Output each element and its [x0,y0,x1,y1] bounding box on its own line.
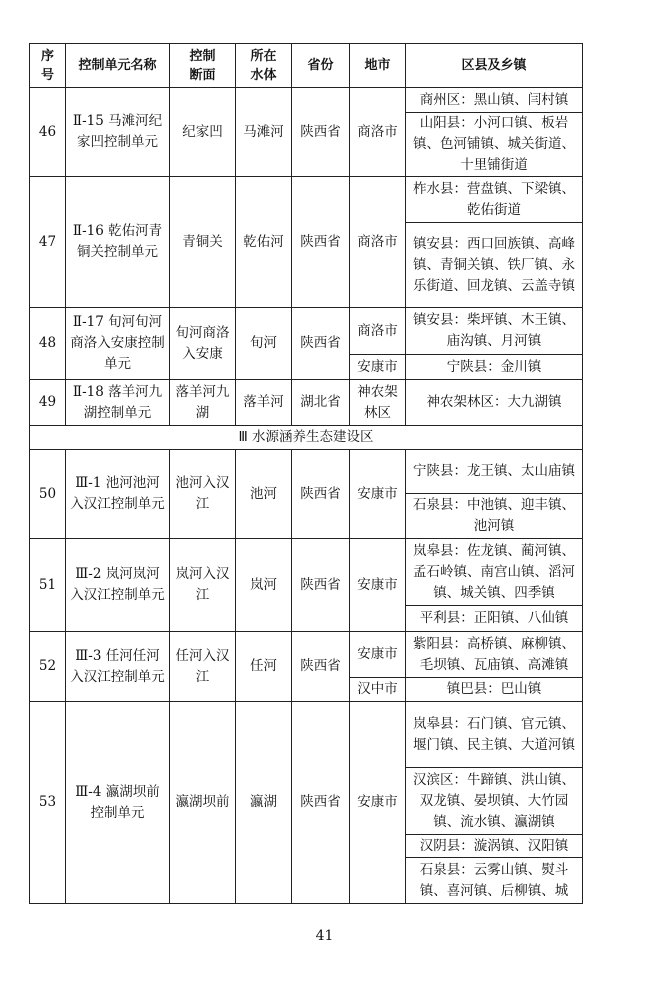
city: 商洛市 [350,308,406,355]
control-section: 青铜关 [170,177,236,308]
header-province: 省份 [292,44,350,88]
header-no: 序 号 [30,44,66,88]
province: 陕西省 [292,88,350,177]
unit-name: Ⅲ-2 岚河岚河入汉江控制单元 [66,539,170,632]
city: 商洛市 [350,88,406,177]
control-section: 落羊河九湖 [170,380,236,426]
water-body: 任河 [236,632,292,702]
county-towns: 神农架林区：大九湖镇 [406,380,583,426]
county-towns: 商州区：黑山镇、闫村镇 [406,88,583,113]
unit-name: Ⅲ-1 池河池河入汉江控制单元 [66,450,170,539]
county-towns: 岚皋县：佐龙镇、蔺河镇、孟石岭镇、南宫山镇、滔河镇、城关镇、四季镇 [406,539,583,606]
water-body: 瀛湖 [236,702,292,904]
water-body: 池河 [236,450,292,539]
header-row [30,44,583,88]
unit-name: Ⅱ-16 乾佑河青铜关控制单元 [66,177,170,308]
water-body: 岚河 [236,539,292,632]
water-body: 乾佑河 [236,177,292,308]
table-row [30,632,583,678]
water-body: 落羊河 [236,380,292,426]
city: 安康市 [350,539,406,632]
water-body: 马滩河 [236,88,292,177]
city: 安康市 [350,355,406,380]
table-row [30,308,583,355]
city: 安康市 [350,632,406,678]
section-title: Ⅲ 水源涵养生态建设区 [30,426,583,450]
control-section: 池河入汉江 [170,450,236,539]
county-towns: 宁陕县：龙王镇、太山庙镇 [406,450,583,494]
section-title-row [30,426,583,450]
control-section: 岚河入汉江 [170,539,236,632]
header-county: 区县及乡镇 [406,44,583,88]
unit-name: Ⅲ-4 瀛湖坝前控制单元 [66,702,170,904]
row-number: 48 [30,308,66,380]
city: 商洛市 [350,177,406,308]
row-number: 53 [30,702,66,904]
city: 神农架林区 [350,380,406,426]
county-towns: 岚皋县：石门镇、官元镇、堰门镇、民主镇、大道河镇 [406,702,583,768]
province: 陕西省 [292,702,350,904]
county-towns: 镇安县：西口回族镇、高峰镇、青铜关镇、铁厂镇、永乐街道、回龙镇、云盖寺镇 [406,223,583,308]
water-body: 旬河 [236,308,292,380]
county-towns: 石泉县：云雾山镇、熨斗镇、喜河镇、后柳镇、城 [406,858,583,904]
control-section: 瀛湖坝前 [170,702,236,904]
county-towns: 紫阳县：高桥镇、麻柳镇、毛坝镇、瓦庙镇、高滩镇 [406,632,583,678]
unit-name: Ⅱ-17 旬河旬河商洛入安康控制单元 [66,308,170,380]
province: 陕西省 [292,450,350,539]
county-towns: 宁陕县：金川镇 [406,355,583,380]
table-row [30,702,583,768]
city: 安康市 [350,450,406,539]
unit-name: Ⅱ-18 落羊河九湖控制单元 [66,380,170,426]
county-towns: 石泉县：中池镇、迎丰镇、池河镇 [406,494,583,539]
table-row [30,450,583,494]
row-number: 46 [30,88,66,177]
control-section: 纪家凹 [170,88,236,177]
row-number: 49 [30,380,66,426]
unit-name: Ⅲ-3 任河任河入汉江控制单元 [66,632,170,702]
county-towns: 柞水县：营盘镇、下梁镇、乾佑街道 [406,177,583,223]
row-number: 51 [30,539,66,632]
county-towns: 山阳县：小河口镇、板岩镇、色河铺镇、城关街道、十里铺街道 [406,113,583,177]
control-section: 任河入汉江 [170,632,236,702]
header-water: 所在 水体 [236,44,292,88]
county-towns: 汉滨区：牛蹄镇、洪山镇、双龙镇、晏坝镇、大竹园镇、流水镇、瀛湖镇 [406,768,583,835]
table-row [30,177,583,223]
county-towns: 镇巴县：巴山镇 [406,678,583,702]
county-towns: 镇安县：柴坪镇、木王镇、庙沟镇、月河镇 [406,308,583,355]
header-section: 控制 断面 [170,44,236,88]
province: 陕西省 [292,632,350,702]
row-number: 50 [30,450,66,539]
county-towns: 汉阴县：漩涡镇、汉阳镇 [406,835,583,858]
province: 陕西省 [292,177,350,308]
city: 汉中市 [350,678,406,702]
page-number: 41 [315,928,334,944]
control-unit-table [29,43,583,904]
header-city: 地市 [350,44,406,88]
control-section: 旬河商洛入安康 [170,308,236,380]
province: 湖北省 [292,380,350,426]
province: 陕西省 [292,539,350,632]
city: 安康市 [350,702,406,904]
table-row [30,539,583,606]
row-number: 52 [30,632,66,702]
table-row [30,88,583,113]
unit-name: Ⅱ-15 马滩河纪家凹控制单元 [66,88,170,177]
province: 陕西省 [292,308,350,380]
table-row [30,380,583,426]
row-number: 47 [30,177,66,308]
county-towns: 平利县：正阳镇、八仙镇 [406,606,583,632]
header-unit-name: 控制单元名称 [66,44,170,88]
